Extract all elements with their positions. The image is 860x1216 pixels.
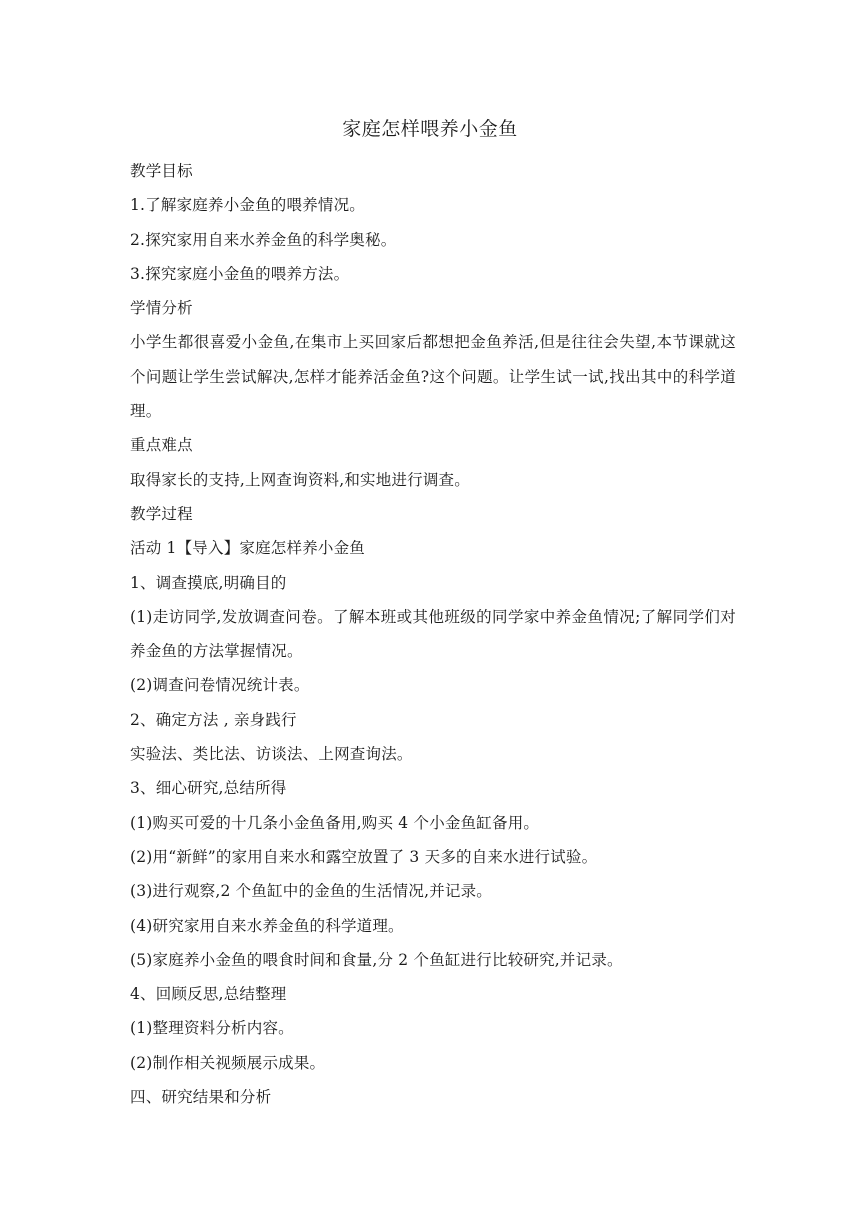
goal-item-2: 2.探究家用自来水养金鱼的科学奥秘。	[130, 230, 397, 249]
step-3-item-1: (1)购买可爱的十几条小金鱼备用,购买 4 个小金鱼缸备用。	[130, 813, 540, 832]
step-3-item-4: (4)研究家用自来水养金鱼的科学道理。	[130, 916, 404, 935]
step-2-methods: 实验法、类比法、访谈法、上网查询法。	[130, 745, 413, 764]
section-4-heading: 四、研究结果和分析	[130, 1088, 272, 1107]
learning-analysis-paragraph: 小学生都很喜爱小金鱼,在集市上买回家后都想把金鱼养活,但是往往会失望,本节课就这个问题让学生尝试解决,怎样才能养活金鱼?这个问题。让学生试一试,找出其中的科学道理。	[130, 333, 736, 421]
goal-item-1: 1.了解家庭养小金鱼的喂养情况。	[130, 196, 365, 215]
step-3-item-3: (3)进行观察,2 个鱼缸中的金鱼的生活情况,并记录。	[130, 882, 492, 901]
heading-key-difficulties: 重点难点	[130, 436, 193, 455]
step-4-heading: 4、回顾反思,总结整理	[130, 985, 287, 1004]
heading-teaching-process: 教学过程	[130, 504, 193, 523]
step-1-heading: 1、调查摸底,明确目的	[130, 573, 287, 592]
goal-item-3: 3.探究家庭小金鱼的喂养方法。	[130, 264, 350, 283]
step-4-item-1: (1)整理资料分析内容。	[130, 1019, 294, 1038]
activity-1-title: 活动 1【导入】家庭怎样养小金鱼	[130, 539, 365, 558]
step-3-item-2: (2)用“新鲜”的家用自来水和露空放置了 3 天多的自来水进行试验。	[130, 847, 598, 866]
step-1-item-2: (2)调查问卷情况统计表。	[130, 676, 310, 695]
step-3-item-5: (5)家庭养小金鱼的喂食时间和食量,分 2 个鱼缸进行比较研究,并记录。	[130, 950, 623, 969]
heading-learning-analysis: 学情分析	[130, 299, 193, 318]
heading-teaching-goals: 教学目标	[130, 162, 193, 180]
document-title: 家庭怎样喂养小金鱼	[342, 118, 518, 140]
step-3-heading: 3、细心研究,总结所得	[130, 779, 287, 798]
step-2-heading: 2、确定方法 , 亲身践行	[130, 710, 297, 729]
key-difficulties-text: 取得家长的支持,上网查询资料,和实地进行调查。	[130, 470, 470, 489]
document-body	[130, 154, 736, 1114]
step-1-item-1: (1)走访同学,发放调查问卷。了解本班或其他班级的同学家中养金鱼情况;了解同学们对养金鱼的方法掌握情况。	[130, 607, 736, 661]
step-4-item-2: (2)制作相关视频展示成果。	[130, 1053, 326, 1072]
